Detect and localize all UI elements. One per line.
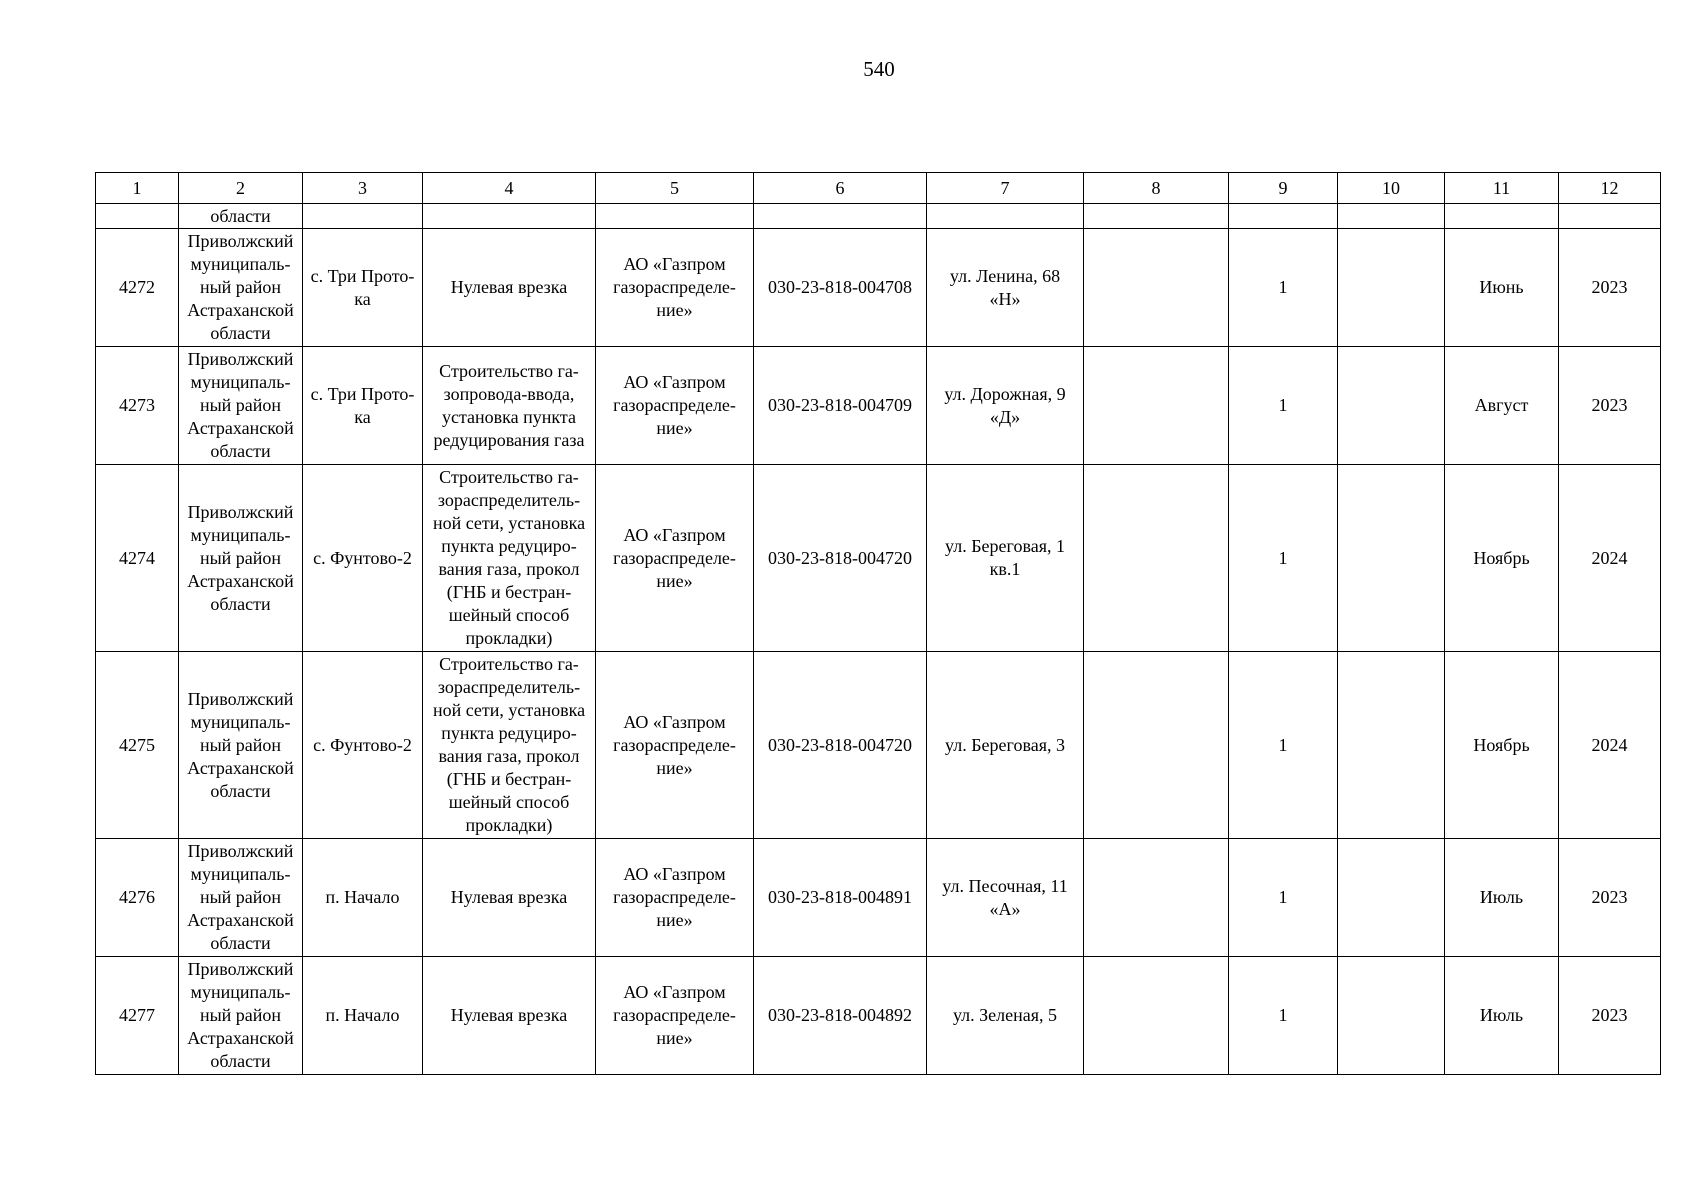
district-cell: Приволжский муниципаль- ный район Астраханской области	[179, 652, 303, 839]
continuation-row	[96, 204, 1661, 229]
column-8-cell	[1084, 652, 1229, 839]
settlement-cell: п. Начало	[303, 957, 423, 1075]
settlement-cell: с. Фунтово-2	[303, 465, 423, 652]
address-cell: ул. Ленина, 68 «Н»	[927, 229, 1084, 347]
settlement-cell: с. Три Прото- ка	[303, 347, 423, 465]
district-cell: Приволжский муниципаль- ный район Астраханской области	[179, 347, 303, 465]
table-row	[96, 229, 1661, 347]
row-number-cell: 4275	[96, 652, 179, 839]
year-cell: 2023	[1559, 347, 1661, 465]
page-number: 540	[863, 57, 895, 81]
table-row	[96, 839, 1661, 957]
organization-cell: АО «Газпром газораспределе- ние»	[596, 652, 754, 839]
organization-cell: АО «Газпром газораспределе- ние»	[596, 347, 754, 465]
column-number: 1	[96, 173, 179, 204]
work-type-cell: Строительство га- зопровода-ввода, установка пункта редуцирования газа	[423, 347, 596, 465]
continuation-cell	[1445, 204, 1559, 229]
year-cell: 2023	[1559, 229, 1661, 347]
column-number: 5	[596, 173, 754, 204]
work-type-cell: Нулевая врезка	[423, 957, 596, 1075]
settlement-cell: с. Фунтово-2	[303, 652, 423, 839]
row-number-cell: 4272	[96, 229, 179, 347]
column-8-cell	[1084, 465, 1229, 652]
month-cell: Июнь	[1445, 229, 1559, 347]
column-number: 10	[1338, 173, 1445, 204]
object-code-cell: 030-23-818-004892	[754, 957, 927, 1075]
column-10-cell	[1338, 957, 1445, 1075]
table-row	[96, 957, 1661, 1075]
row-number-cell: 4277	[96, 957, 179, 1075]
address-cell: ул. Береговая, 3	[927, 652, 1084, 839]
row-number-cell: 4274	[96, 465, 179, 652]
column-10-cell	[1338, 347, 1445, 465]
quantity-cell: 1	[1229, 229, 1338, 347]
column-number: 9	[1229, 173, 1338, 204]
district-cell: Приволжский муниципаль- ный район Астраханской области	[179, 839, 303, 957]
column-number-row	[96, 173, 1661, 204]
column-number: 2	[179, 173, 303, 204]
year-cell: 2023	[1559, 839, 1661, 957]
column-number: 6	[754, 173, 927, 204]
column-8-cell	[1084, 839, 1229, 957]
organization-cell: АО «Газпром газораспределе- ние»	[596, 839, 754, 957]
district-cell: Приволжский муниципаль- ный район Астраханской области	[179, 957, 303, 1075]
quantity-cell: 1	[1229, 957, 1338, 1075]
column-10-cell	[1338, 652, 1445, 839]
address-cell: ул. Дорожная, 9 «Д»	[927, 347, 1084, 465]
year-cell: 2024	[1559, 652, 1661, 839]
object-code-cell: 030-23-818-004720	[754, 465, 927, 652]
month-cell: Ноябрь	[1445, 465, 1559, 652]
column-number: 7	[927, 173, 1084, 204]
year-cell: 2023	[1559, 957, 1661, 1075]
row-number-cell: 4273	[96, 347, 179, 465]
settlement-cell: с. Три Прото- ка	[303, 229, 423, 347]
column-number: 4	[423, 173, 596, 204]
month-cell: Ноябрь	[1445, 652, 1559, 839]
table-row	[96, 465, 1661, 652]
object-code-cell: 030-23-818-004891	[754, 839, 927, 957]
month-cell: Июль	[1445, 957, 1559, 1075]
quantity-cell: 1	[1229, 465, 1338, 652]
continuation-cell	[303, 204, 423, 229]
continuation-cell	[927, 204, 1084, 229]
column-10-cell	[1338, 229, 1445, 347]
organization-cell: АО «Газпром газораспределе- ние»	[596, 957, 754, 1075]
address-cell: ул. Зеленая, 5	[927, 957, 1084, 1075]
month-cell: Июль	[1445, 839, 1559, 957]
work-type-cell: Строительство га- зораспределитель- ной сети, установка пункта редуциро- вания газа, прокол (ГНБ и бестран- шейный способ прокладки)	[423, 652, 596, 839]
column-10-cell	[1338, 465, 1445, 652]
work-type-cell: Нулевая врезка	[423, 839, 596, 957]
quantity-cell: 1	[1229, 347, 1338, 465]
continuation-cell	[1229, 204, 1338, 229]
organization-cell: АО «Газпром газораспределе- ние»	[596, 229, 754, 347]
continuation-cell	[96, 204, 179, 229]
column-number: 8	[1084, 173, 1229, 204]
object-code-cell: 030-23-818-004708	[754, 229, 927, 347]
continuation-cell: области	[179, 204, 303, 229]
table-row	[96, 347, 1661, 465]
address-cell: ул. Песочная, 11 «А»	[927, 839, 1084, 957]
table-row	[96, 652, 1661, 839]
district-cell: Приволжский муниципаль- ный район Астраханской области	[179, 465, 303, 652]
column-number: 3	[303, 173, 423, 204]
work-type-cell: Нулевая врезка	[423, 229, 596, 347]
settlement-cell: п. Начало	[303, 839, 423, 957]
quantity-cell: 1	[1229, 652, 1338, 839]
column-8-cell	[1084, 229, 1229, 347]
year-cell: 2024	[1559, 465, 1661, 652]
column-number: 11	[1445, 173, 1559, 204]
continuation-cell	[423, 204, 596, 229]
month-cell: Август	[1445, 347, 1559, 465]
continuation-cell	[1084, 204, 1229, 229]
continuation-cell	[1559, 204, 1661, 229]
continuation-cell	[1338, 204, 1445, 229]
gasification-schedule-table	[95, 172, 1661, 1075]
work-type-cell: Строительство га- зораспределитель- ной сети, установка пункта редуциро- вания газа, прокол (ГНБ и бестран- шейный способ прокладки)	[423, 465, 596, 652]
object-code-cell: 030-23-818-004709	[754, 347, 927, 465]
quantity-cell: 1	[1229, 839, 1338, 957]
organization-cell: АО «Газпром газораспределе- ние»	[596, 465, 754, 652]
column-8-cell	[1084, 347, 1229, 465]
district-cell: Приволжский муниципаль- ный район Астраханской области	[179, 229, 303, 347]
column-8-cell	[1084, 957, 1229, 1075]
address-cell: ул. Береговая, 1 кв.1	[927, 465, 1084, 652]
column-number: 12	[1559, 173, 1661, 204]
column-10-cell	[1338, 839, 1445, 957]
continuation-cell	[754, 204, 927, 229]
object-code-cell: 030-23-818-004720	[754, 652, 927, 839]
continuation-cell	[596, 204, 754, 229]
row-number-cell: 4276	[96, 839, 179, 957]
